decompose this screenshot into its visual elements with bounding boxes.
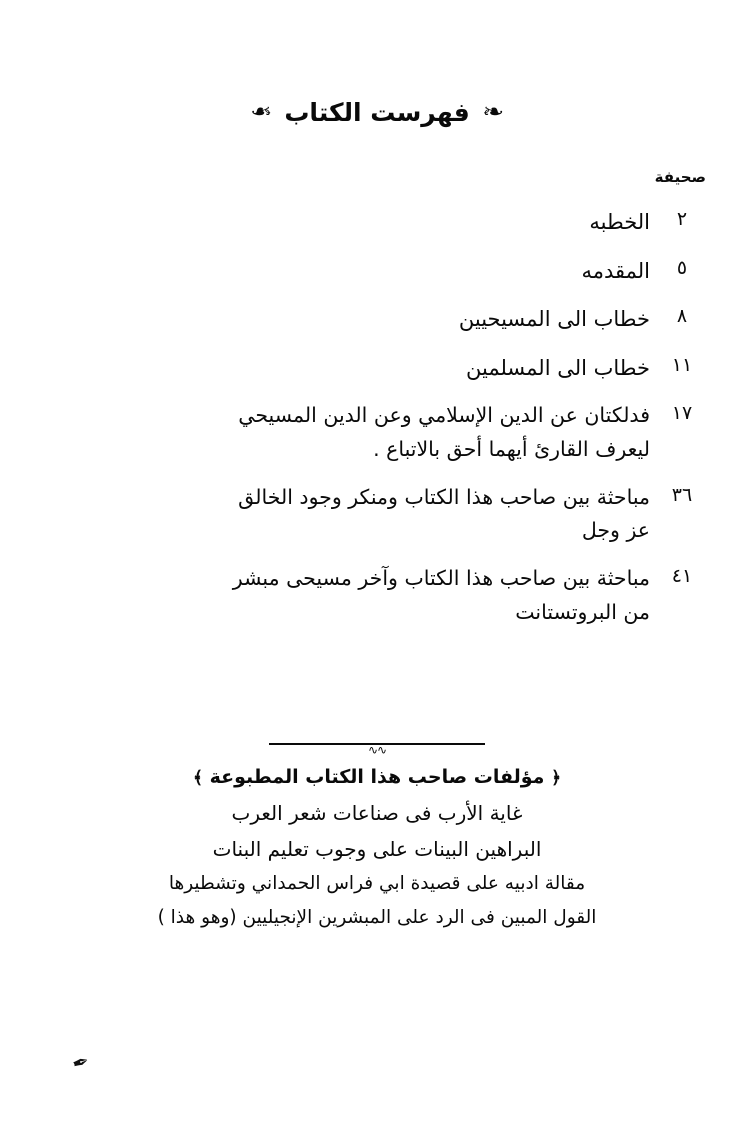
ornament-left-icon: ❧: [250, 99, 273, 125]
toc-entry-line1: فدلكتان عن الدين الإسلامي وعن الدين المسيحي: [238, 403, 650, 428]
toc-page-number: ٤١: [671, 565, 693, 588]
toc-entry-line1: الخطبه: [589, 210, 650, 234]
ornament-right-icon: ❧: [481, 99, 504, 125]
toc-entry-line2: من البروتستانت: [515, 600, 650, 625]
toc-row: [60, 352, 714, 385]
toc-entry-title: [60, 255, 650, 288]
published-works-heading-text: مؤلفات صاحب هذا الكتاب المطبوعة: [209, 766, 545, 788]
divider-ornament-icon: ∿∿: [367, 743, 387, 757]
toc-entry-title: [60, 563, 650, 629]
table-of-contents: [60, 206, 714, 645]
toc-entry-title: [60, 206, 650, 239]
ink-smudge-icon: ✒: [68, 1048, 93, 1077]
toc-entry-title: [60, 400, 650, 466]
toc-row: [60, 400, 714, 466]
toc-row: [60, 206, 714, 239]
page-title: [0, 98, 754, 127]
toc-row: [60, 303, 714, 336]
toc-row: [60, 482, 714, 548]
toc-row: [60, 255, 714, 288]
published-works-section: [0, 766, 754, 938]
toc-entry-line2: ليعرف القارئ أيهما أحق بالاتباع .: [373, 436, 650, 461]
published-works-heading: [0, 766, 754, 788]
list-item: القول المبين فى الرد على المبشرين الإنجيليين (وهو هذا ): [157, 906, 597, 928]
title-text: فهرست الكتاب: [284, 98, 470, 127]
section-divider: [269, 741, 485, 757]
list-item: غاية الأرب فى صناعات شعر العرب: [231, 801, 523, 825]
list-item: مقالة ادبيه على قصيدة ابي فراس الحمداني وتشطيرها: [168, 873, 586, 894]
toc-entry-line2: عز وجل: [581, 518, 650, 543]
toc-page-number: ٣٦: [671, 483, 693, 506]
toc-page-number: ٢: [676, 208, 688, 230]
toc-row: [60, 563, 714, 629]
toc-page-number: ١١: [671, 353, 693, 376]
toc-entry-title: [60, 352, 650, 385]
toc-page-number: ١٧: [671, 402, 693, 425]
toc-entry-title: [60, 303, 650, 336]
brace-close-icon: ﴾: [192, 768, 203, 788]
toc-page-number: ٨: [676, 305, 688, 328]
toc-entry-line1: خطاب الى المسيحيين: [458, 307, 650, 332]
toc-page-number: ٥: [676, 256, 688, 279]
toc-entry-line1: مباحثة بين صاحب هذا الكتاب ومنكر وجود الخالق: [238, 484, 650, 509]
toc-entry-title: [60, 482, 650, 548]
toc-entry-line1: المقدمه: [581, 258, 650, 283]
column-header-page: صحيفة: [654, 168, 706, 186]
toc-entry-line1: مباحثة بين صاحب هذا الكتاب وآخر مسيحى مبشر: [232, 566, 650, 591]
list-item: البراهين البينات على وجوب تعليم البنات: [212, 837, 542, 861]
brace-open-icon: ﴿: [551, 768, 562, 788]
toc-entry-line1: خطاب الى المسلمين: [466, 355, 650, 380]
